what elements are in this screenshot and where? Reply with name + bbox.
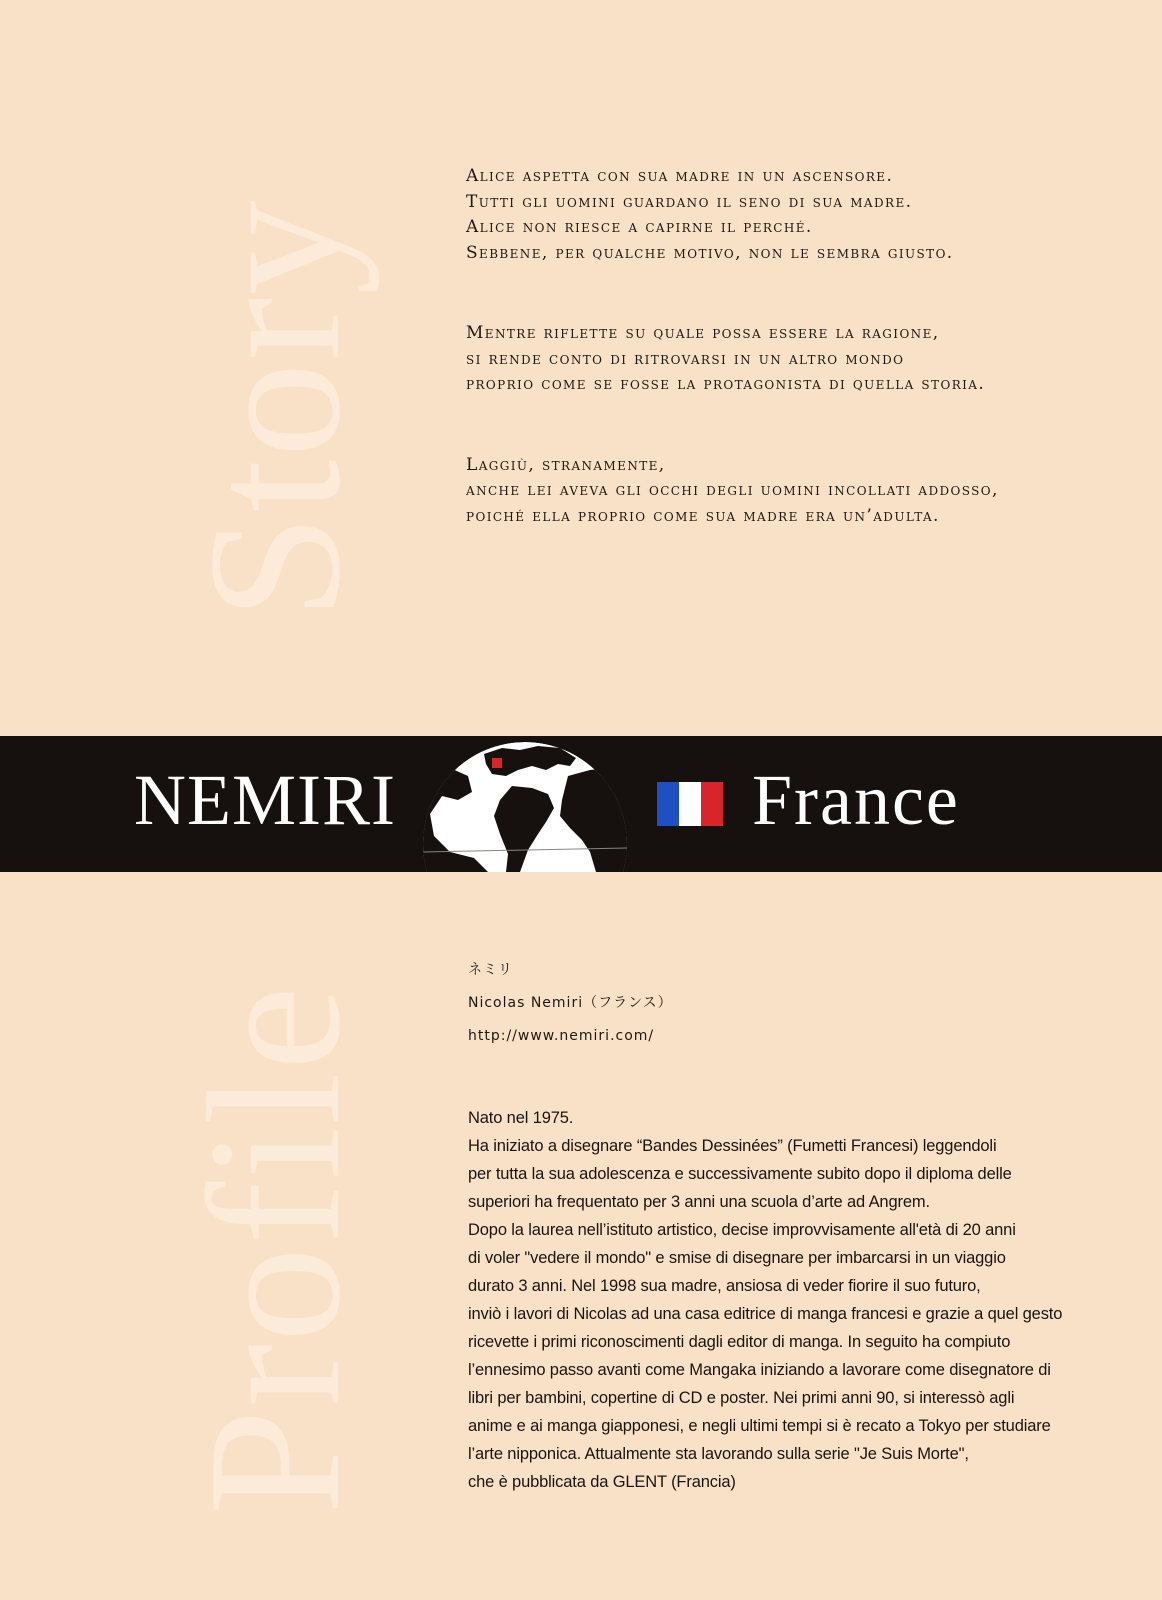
artist-country: France [752,760,960,840]
story-watermark-heading: Story [170,198,380,620]
artist-banner [0,736,1162,872]
story-line: Mentre riflette su quale possa essere la ragione, [466,323,940,343]
bio-line: superiori ha frequentato per 3 anni una scuola d’arte ad Angrem. [468,1193,930,1211]
bio-line: libri per bambini, copertine di CD e poster. Nei primi anni 90, si interessò agli [468,1389,1015,1407]
story-line: Alice aspetta con sua madre in un ascensore. [466,166,894,186]
bio-line: Ha iniziato a disegnare “Bandes Dessinées” (Fumetti Francesi) leggendoli [468,1137,997,1155]
profile-watermark-heading: Profile [170,983,380,1515]
story-line: Sebbene, per qualche motivo, non le sembra giusto. [466,242,954,263]
bio-line: anime e ai manga giapponesi, e negli ultimi tempi si è recato a Tokyo per studiare [468,1417,1051,1435]
bio-line: che è pubblicata da GLENT (Francia) [468,1473,736,1491]
bio-line: ricevette i primi riconoscimenti dagli editor di manga. In seguito ha compiuto [468,1333,1011,1351]
bio-line: per tutta la sua adolescenza e successivamente subito dopo il diploma delle [468,1165,1012,1183]
bio-line: inviò i lavori di Nicolas ad una casa editrice di manga francesi e grazie a quel gesto [468,1305,1063,1323]
bio-line: durato 3 anni. Nel 1998 sua madre, ansiosa di veder fiorire il suo futuro, [468,1277,981,1295]
story-line: proprio come se fosse la protagonista di quella storia. [466,374,986,394]
story-paragraph-1 [466,164,1156,266]
story-line: Laggiù, stranamente, [466,454,666,475]
flag-stripe-blue [657,782,679,826]
bio-line: di voler "vedere il mondo" e smise di disegnare per imbarcarsi in un viaggio [468,1249,1006,1267]
story-paragraph-2 [466,321,1156,398]
story-line: poiché ella proprio come sua madre era un’adulta. [466,505,940,526]
france-flag-icon [657,782,723,826]
bio-line: Dopo la laurea nell’istituto artistico, decise improvvisamente all'età di 20 anni [468,1221,1016,1239]
story-line: Tutti gli uomini guardano il seno di sua madre. [466,191,913,212]
story-paragraph-3 [466,453,1156,530]
artist-biography [468,1104,1148,1496]
globe-africa-europe-icon [420,736,630,872]
bio-line: l’arte nipponica. Attualmente sta lavorando sulla serie "Je Suis Morte", [468,1445,969,1463]
artist-name: NEMIRI [134,760,396,840]
france-location-marker [492,758,502,768]
story-text-block [466,164,1156,584]
artist-full-name: Nicolas Nemiri（フランス） [468,995,673,1011]
story-line: anche lei aveva gli occhi degli uomini incollati addosso, [466,480,999,500]
bio-line: Nato nel 1975. [468,1109,574,1127]
profile-meta [468,960,673,1059]
artist-name-katakana: ネミリ [468,962,513,978]
flag-stripe-red [701,782,723,826]
story-line: Alice non riesce a capirne il perché. [466,217,813,237]
bio-line: l’ennesimo passo avanti come Mangaka iniziando a lavorare come disegnatore di [468,1361,1051,1379]
artist-website: http://www.nemiri.com/ [468,1028,655,1044]
story-line: si rende conto di ritrovarsi in un altro mondo [466,348,905,369]
flag-stripe-white [679,782,701,826]
